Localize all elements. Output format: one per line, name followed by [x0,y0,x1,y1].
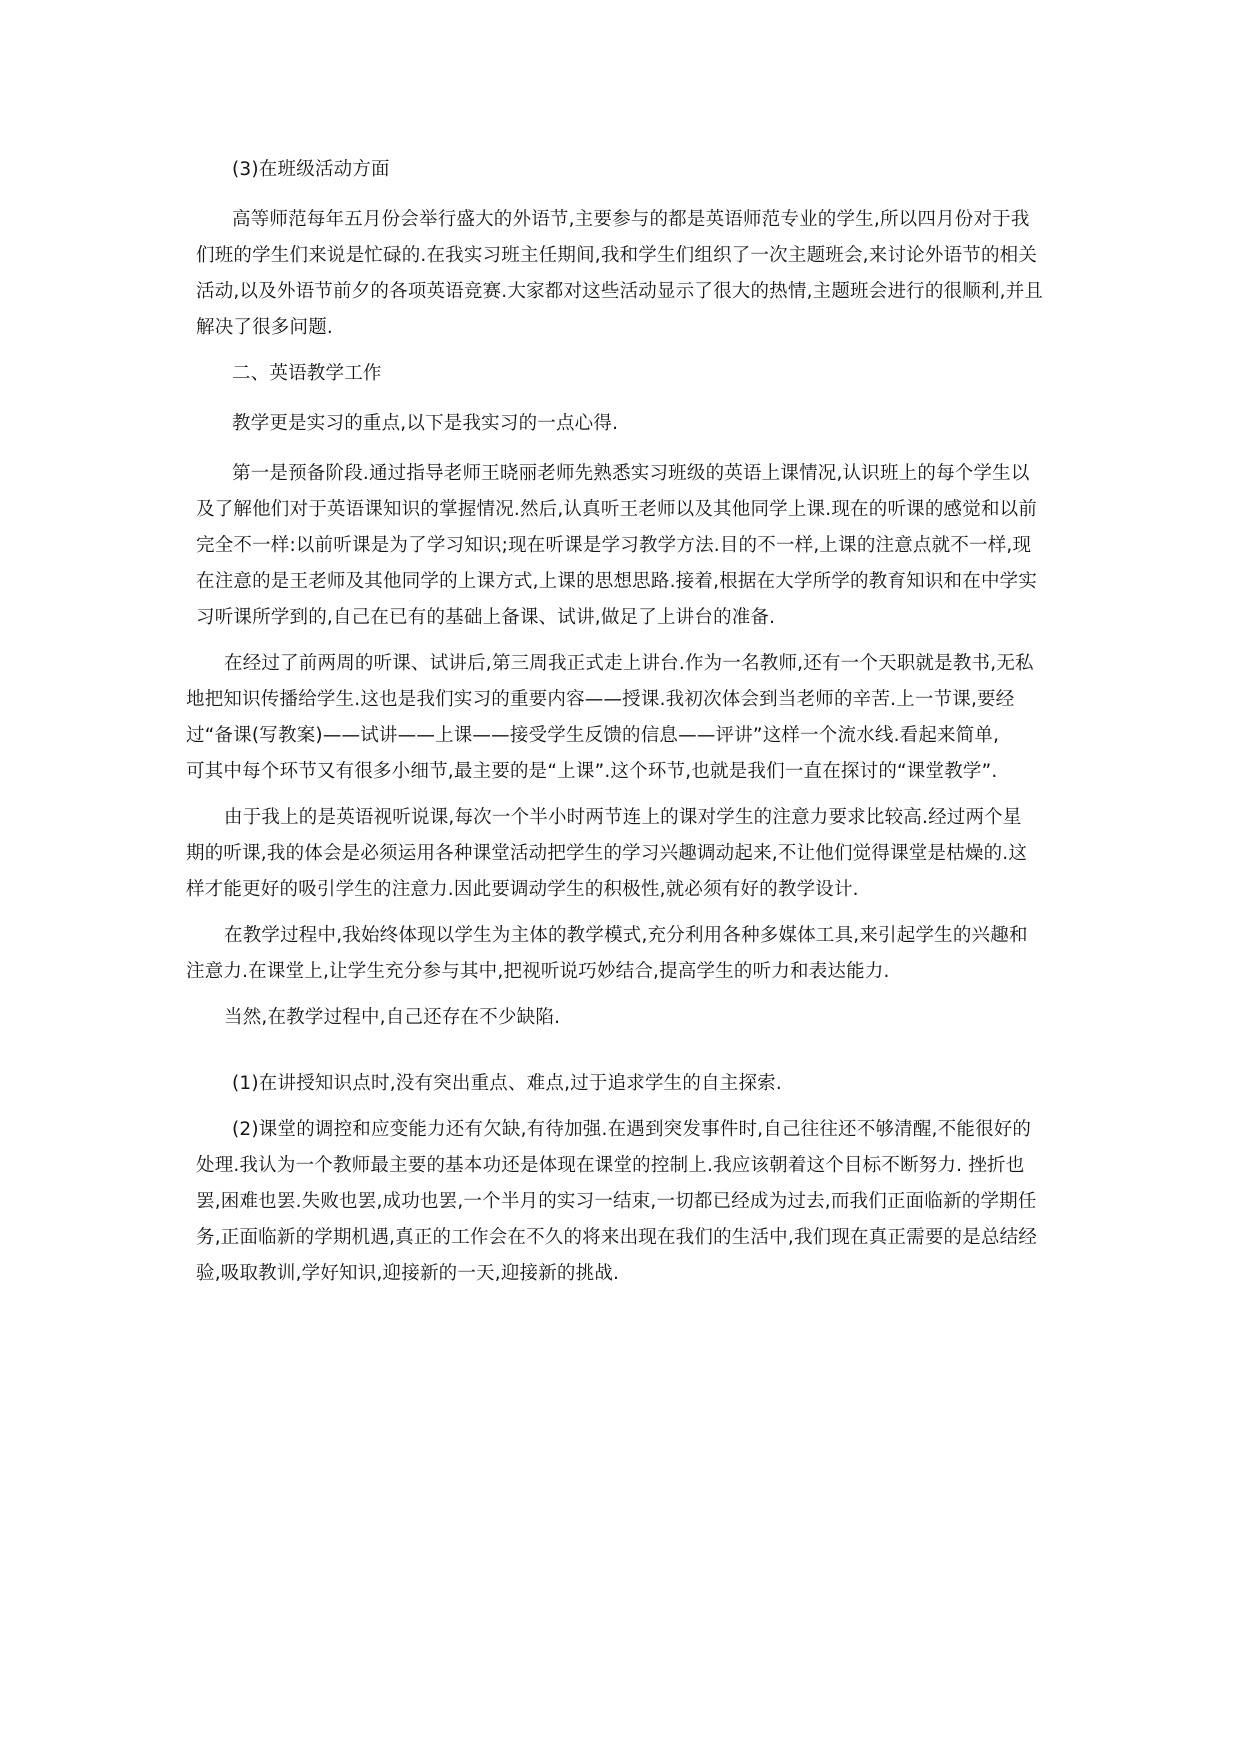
text-line: 由于我上的是英语视听说课,每次一个半小时两节连上的课对学生的注意力要求比较高.经过两个星 [224,807,1022,828]
text-line: 罢,困难也罢.失败也罢,成功也罢,一个半月的实习一结束,一切都已经成为过去,而我们正面临新的学期任 [196,1191,1037,1212]
text-line: (2)课堂的调控和应变能力还有欠缺,有待加强.在遇到突发事件时,自己往往还不够清醒,不能很好的 [232,1119,1032,1140]
text-line: 二、英语教学工作 [232,363,382,384]
text-line: 可其中每个环节又有很多小细节,最主要的是“上课”.这个环节,也就是我们一直在探讨的“课堂教学”. [186,761,998,782]
section-heading-english-teaching [232,356,382,392]
text-line: 验,吸取教训,学好知识,迎接新的一天,迎接新的挑战. [196,1263,620,1284]
text-line: 地把知识传播给学生.这也是我们实习的重要内容——授课.我初次体会到当老师的辛苦.上一节课,要经 [186,689,1015,710]
text-line: 期的听课,我的体会是必须运用各种课堂活动把学生的学习兴趣调动起来,不让他们觉得课堂是枯燥的.这 [186,843,1028,864]
text-line: 习听课所学到的,自己在已有的基础上备课、试讲,做足了上讲台的准备. [196,607,776,628]
paragraph-shortcomings-intro [224,1000,560,1036]
text-line: 在教学过程中,我始终体现以学生为主体的教学模式,充分利用各种多媒体工具,来引起学生的兴趣和 [224,925,1028,946]
paragraph-first-lecture [186,646,1034,790]
text-line: 解决了很多问题. [196,317,333,338]
text-line: 高等师范每年五月份会举行盛大的外语节,主要参与的都是英语师范专业的学生,所以四月份对于我 [232,209,1030,230]
text-line: 注意力.在课堂上,让学生充分参与其中,把视听说巧妙结合,提高学生的听力和表达能力. [186,961,890,982]
text-line: 务,正面临新的学期机遇,真正的工作会在不久的将来出现在我们的生活中,我们现在真正需要的是总结经 [196,1227,1038,1248]
text-line: 教学更是实习的重点,以下是我实习的一点心得. [232,413,619,434]
text-line: 完全不一样:以前听课是为了学习知识;现在听课是学习教学方法.目的不一样,上课的注意点就不一样,现 [196,535,1032,556]
list-item-shortcoming-1 [232,1066,782,1102]
text-line: 处理.我认为一个教师最主要的基本功还是体现在课堂的控制上.我应该朝着这个目标不断努力. 挫折也 [196,1155,1025,1176]
paragraph-listening-course [186,800,1027,908]
text-line: 及了解他们对于英语课知识的掌握情况.然后,认真听王老师以及其他同学上课.现在的听课的感觉和以前 [196,499,1038,520]
paragraph-teaching-intro [232,406,618,442]
text-line: 活动,以及外语节前夕的各项英语竞赛.大家都对这些活动显示了很大的热情,主题班会进行的很顺利,并且 [196,281,1044,302]
paragraph-preparation-stage [196,456,1037,636]
text-line: 们班的学生们来说是忙碌的.在我实习班主任期间,我和学生们组织了一次主题班会,来讨论外语节的相关 [196,245,1038,266]
text-line: (3)在班级活动方面 [232,159,390,180]
text-line: 样才能更好的吸引学生的注意力.因此要调动学生的积极性,就必须有好的教学设计. [186,879,859,900]
list-item-shortcoming-2 [196,1112,1037,1292]
text-line: 在经过了前两周的听课、试讲后,第三周我正式走上讲台.作为一名教师,还有一个天职就是教书,无私 [224,653,1034,674]
text-line: (1)在讲授知识点时,没有突出重点、难点,过于追求学生的自主探索. [232,1073,782,1094]
text-line: 当然,在教学过程中,自己还存在不少缺陷. [224,1007,561,1028]
paragraph-teaching-mode [186,918,1028,990]
text-line: 在注意的是王老师及其他同学的上课方式,上课的思想思路.接着,根据在大学所学的教育知识和在中学实 [196,571,1038,592]
paragraph-foreign-language-festival [196,202,1043,346]
text-line: 过“备课(写教案)——试讲——上课——接受学生反馈的信息——评讲”这样一个流水线.看起来简单, [186,725,1000,746]
section-heading-class-activities [232,152,390,188]
text-line: 第一是预备阶段.通过指导老师王晓丽老师先熟悉实习班级的英语上课情况,认识班上的每个学生以 [232,463,1030,484]
